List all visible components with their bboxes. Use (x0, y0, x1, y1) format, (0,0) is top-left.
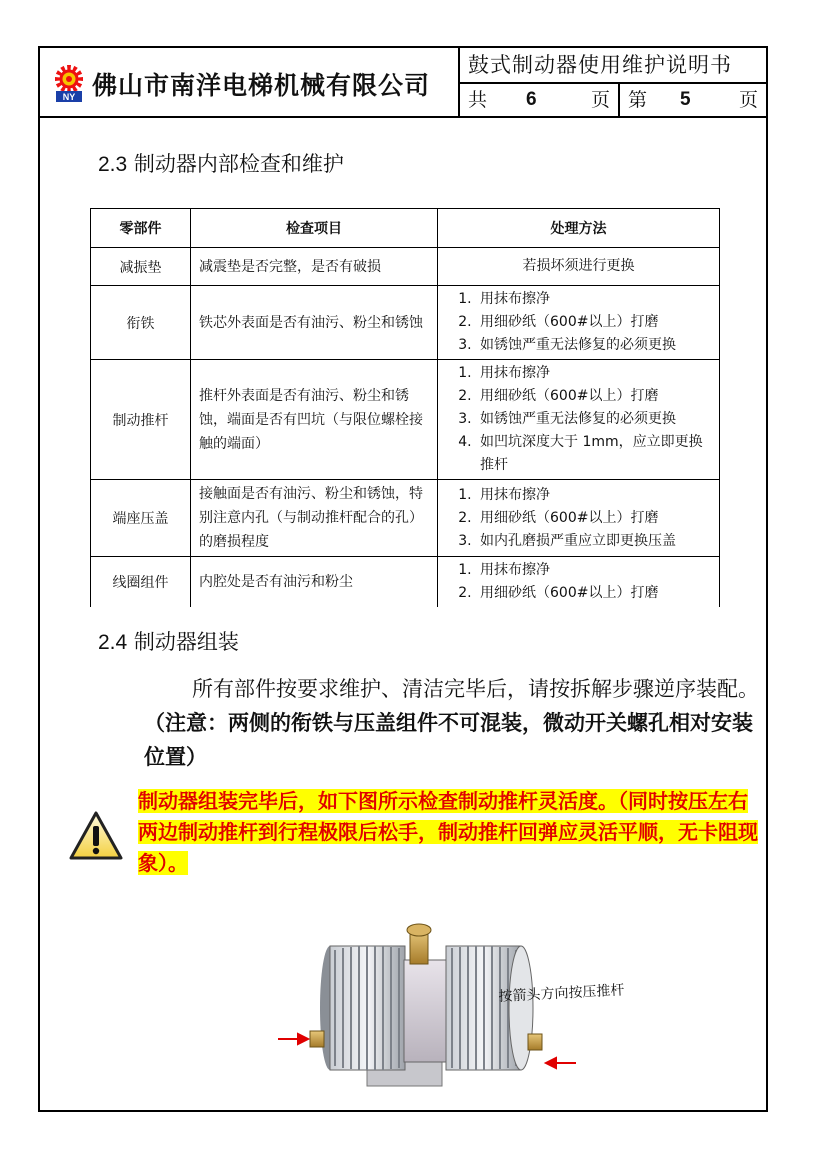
company-logo-icon (52, 64, 86, 104)
action-step: 1. 用抹布擦净 (476, 559, 711, 582)
brake-figure (232, 908, 652, 1098)
warning-triangle-icon (68, 810, 124, 862)
document-title: 鼓式制动器使用维护说明书 (460, 48, 766, 84)
part-cell: 衔铁 (91, 286, 191, 360)
warning-text (138, 786, 766, 879)
brake-right-coil (446, 946, 533, 1070)
action-step: 4. 如凹坑深度大于 1mm，应立即更换推杆 (476, 431, 711, 477)
current-prefix: 第 (628, 89, 648, 111)
doc-info (458, 48, 766, 116)
left-pushrod (310, 1031, 324, 1047)
assembly-note: （注意：两侧的衔铁与压盖组件不可混装，微动开关螺孔相对安装位置） (144, 711, 753, 769)
right-arrow-icon (546, 1058, 576, 1068)
part-cell: 减振垫 (91, 248, 191, 286)
column-header: 检查项目 (191, 209, 438, 248)
action-cell (438, 480, 720, 557)
warning-highlight: 制动器组装完毕后，如下图所示检查制动推杆灵活度。（同时按压左右两边制动推杆到行程极限后松手，制动推杆回弹应灵活平顺，无卡阻现象）。 (138, 789, 758, 875)
inspection-table (90, 208, 720, 607)
action-step: 3. 如内孔磨损严重应立即更换压盖 (476, 530, 711, 553)
assembly-paragraph (144, 672, 766, 774)
company-name: 佛山市南洋电梯机械有限公司 (92, 71, 431, 100)
check-item-cell: 推杆外表面是否有油污、粉尘和锈蚀，端面是否有凹坑（与限位螺栓接触的端面） (191, 360, 438, 480)
total-unit: 页 (590, 89, 610, 111)
section-heading-2-4 (98, 626, 239, 656)
total-pages-value: 6 (526, 89, 537, 110)
page-header (40, 48, 766, 118)
action-step: 3. 如锈蚀严重无法修复的必须更换 (476, 408, 711, 431)
current-page-value: 5 (680, 89, 691, 110)
brake-left-coil (320, 946, 405, 1070)
section-number: 2.4 (98, 631, 128, 654)
left-arrow-icon (278, 1034, 308, 1044)
table-row (91, 248, 720, 286)
check-item-cell: 内腔处是否有油污和粉尘 (191, 557, 438, 608)
action-step: 2. 用细砂纸（600#以上）打磨 (476, 385, 711, 408)
column-header: 处理方法 (438, 209, 720, 248)
action-cell (438, 360, 720, 480)
figure-label: 按箭头方向按压推杆 (498, 982, 625, 1005)
action-step: 1. 用抹布擦净 (476, 288, 711, 311)
column-header: 零部件 (91, 209, 191, 248)
page-frame (38, 46, 768, 1112)
total-prefix: 共 (468, 89, 488, 111)
table-row (91, 480, 720, 557)
check-item-cell: 铁芯外表面是否有油污、粉尘和锈蚀 (191, 286, 438, 360)
check-item-cell: 接触面是否有油污、粉尘和锈蚀，特别注意内孔（与制动推杆配合的孔）的磨损程度 (191, 480, 438, 557)
action-step: 2. 用细砂纸（600#以上）打磨 (476, 311, 711, 334)
right-pushrod (528, 1034, 542, 1050)
logo-letters: NY (62, 92, 76, 102)
action-cell (438, 286, 720, 360)
table-row (91, 286, 720, 360)
action-step: 1. 用抹布擦净 (476, 484, 711, 507)
check-item-cell: 减震垫是否完整，是否有破损 (191, 248, 438, 286)
action-step: 3. 如锈蚀严重无法修复的必须更换 (476, 334, 711, 357)
assembly-text: 所有部件按要求维护、清洁完毕后，请按拆解步骤逆序装配。 (192, 677, 759, 701)
action-step: 1. 用抹布擦净 (476, 362, 711, 385)
table-row (91, 557, 720, 608)
section-title: 制动器组装 (133, 630, 239, 654)
part-cell: 制动推杆 (91, 360, 191, 480)
section-heading-2-3 (98, 148, 344, 178)
section-title: 制动器内部检查和维护 (133, 152, 344, 176)
section-number: 2.3 (98, 153, 128, 176)
action-step: 2. 用细砂纸（600#以上）打磨 (476, 582, 711, 605)
action-cell (438, 557, 720, 608)
current-page (620, 84, 766, 116)
action-step: 2. 用细砂纸（600#以上）打磨 (476, 507, 711, 530)
total-pages (460, 84, 620, 116)
part-cell: 线圈组件 (91, 557, 191, 608)
current-unit: 页 (738, 89, 758, 111)
part-cell: 端座压盖 (91, 480, 191, 557)
table-row (91, 360, 720, 480)
action-cell: 若损坏须进行更换 (438, 248, 720, 286)
table-header-row (91, 209, 720, 248)
brake-housing (404, 960, 446, 1062)
